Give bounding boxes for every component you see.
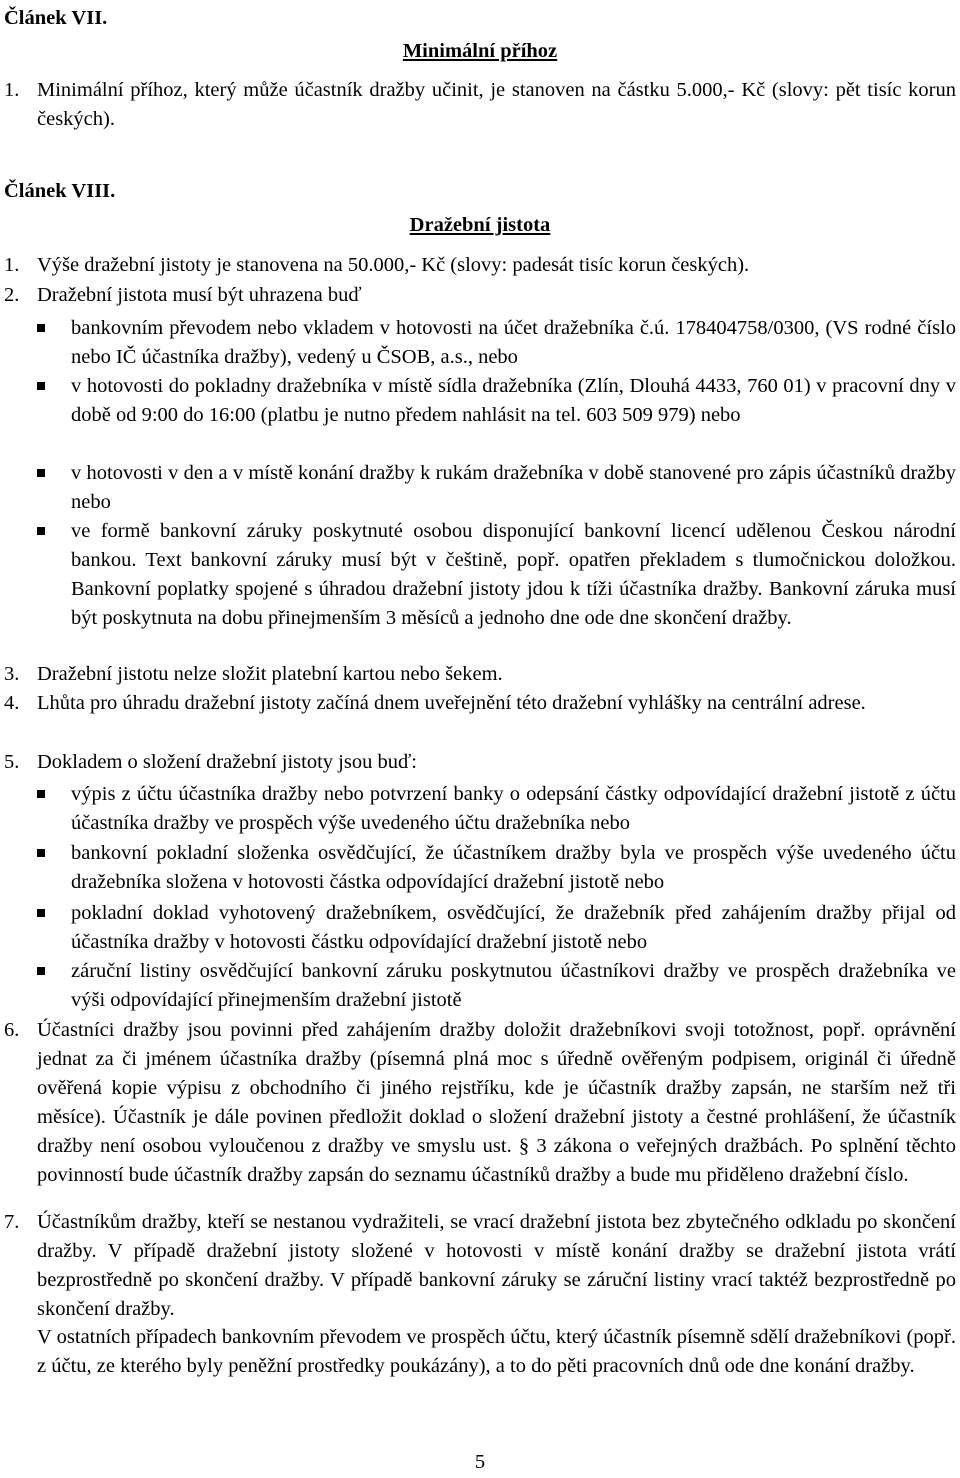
- paragraph-text: V ostatních případech bankovním převodem ve prospěch účtu, který účastník písemně sdělí dražebníkovi (popř. z účtu, ze kterého byly peněžní prostředky poukázány), a to do pěti pracovních dnů ode dne konání dražby.: [37, 1326, 956, 1377]
- article-8-heading: Článek VIII.: [4, 180, 116, 202]
- square-bullet-icon: [37, 849, 45, 857]
- paragraph-number: 5.: [4, 751, 20, 773]
- article-7-heading: Článek VII.: [4, 7, 108, 29]
- square-bullet-icon: [37, 469, 45, 477]
- bullet-text: v hotovosti v den a v místě konání dražby k rukám dražebníka v době stanovené pro zápis účastníků dražby nebo: [71, 462, 956, 513]
- paragraph-text: Dražební jistotu nelze složit platební kartou nebo šekem.: [37, 663, 503, 685]
- bullet-text: výpis z účtu účastníka dražby nebo potvrzení banky o odepsání částky odpovídající dražební jistotě z účtu účastníka dražby ve prospěch výše uvedeného účtu dražebníka nebo: [71, 783, 956, 834]
- paragraph-number: 1.: [4, 254, 20, 276]
- paragraph-number: 2.: [4, 284, 20, 306]
- paragraph-text: Účastníkům dražby, kteří se nestanou vydražiteli, se vrací dražební jistota bez zbytečného odkladu po skončení dražby. V případě dražební jistoty složené v hotovosti v místě konání dražby se dražební jistota vrátí bezprostředně po skončení dražby. V případě bankovní záruky se záruční listiny vrací taktéž bezprostředně po skončení dražby.: [37, 1211, 956, 1320]
- article-7-title: Minimální příhoz: [402, 40, 558, 62]
- paragraph-number: 6.: [4, 1019, 20, 1041]
- square-bullet-icon: [37, 527, 45, 535]
- paragraph-text: Výše dražební jistoty je stanovena na 50.000,- Kč (slovy: padesát tisíc korun českých).: [37, 254, 750, 276]
- paragraph-text: Lhůta pro úhradu dražební jistoty začíná dnem uveřejnění této dražební vyhlášky na centrální adrese.: [37, 692, 866, 714]
- bullet-text: záruční listiny osvědčující bankovní záruku poskytnutou účastníkovi dražby ve prospěch dražebníka ve výši odpovídající přinejmenším dražební jistotě: [71, 960, 956, 1011]
- bullet-text: bankovní pokladní složenka osvědčující, že účastníkem dražby byla ve prospěch výše uvedeného účtu dražebníka složena v hotovosti částka odpovídající dražební jistotě nebo: [71, 842, 956, 893]
- square-bullet-icon: [37, 790, 45, 798]
- paragraph-number: 1.: [4, 79, 20, 101]
- paragraph-text: Dražební jistota musí být uhrazena buď: [37, 284, 362, 306]
- bullet-text: ve formě bankovní záruky poskytnuté osobou disponující bankovní licencí udělenou Českou národní bankou. Text bankovní záruky musí být v češtině, popř. opatřen překladem s tlumočnickou doložkou. Bankovní poplatky spojené s úhradou dražební jistoty jdou k tíži účastníka dražby. Bankovní záruka musí být poskytnuta na dobu přinejmenším 3 měsíců a jednoho dne ode dne skončení dražby.: [71, 520, 956, 629]
- square-bullet-icon: [37, 967, 45, 975]
- bullet-text: pokladní doklad vyhotovený dražebníkem, osvědčující, že dražebník před zahájením dražby přijal od účastníka dražby v hotovosti částku odpovídající dražební jistotě nebo: [71, 902, 956, 953]
- paragraph-text: Minimální příhoz, který může účastník dražby učinit, je stanoven na částku 5.000,- Kč (slovy: pět tisíc korun českých).: [37, 79, 956, 130]
- paragraph-number: 4.: [4, 692, 20, 714]
- square-bullet-icon: [37, 324, 45, 332]
- bullet-text: bankovním převodem nebo vkladem v hotovosti na účet dražebníka č.ú. 178404758/0300, (VS rodné číslo nebo IČ účastníka dražby), vedený u ČSOB, a.s., nebo: [71, 317, 956, 368]
- paragraph-text: Dokladem o složení dražební jistoty jsou buď:: [37, 751, 417, 773]
- paragraph-text: Účastníci dražby jsou povinni před zahájením dražby doložit dražebníkovi svoji totožnost, popř. oprávnění jednat za či jménem účastníka dražby (písemná plná moc s úředně ověřeným podpisem, originál či úředně ověřená kopie výpisu z obchodního či jiného rejstříku, kde je účastník dražby zapsán, ne starším než tři měsíce). Účastník je dále povinen předložit doklad o složení dražební jistoty a čestné prohlášení, že účastník dražby není osobou vyloučenou z dražby ve smyslu ust. § 3 zákona o veřejných dražbách. Po splnění těchto povinností bude účastník dražby zapsán do seznamu účastníků dražby a bude mu přiděleno dražební číslo.: [37, 1019, 956, 1186]
- bullet-text: v hotovosti do pokladny dražebníka v místě sídla dražebníka (Zlín, Dlouhá 4433, 760 01) v pracovní dny v době od 9:00 do 16:00 (platbu je nutno předem nahlásit na tel. 603 509 979) nebo: [71, 375, 956, 426]
- page-number: 5: [474, 1451, 486, 1473]
- square-bullet-icon: [37, 382, 45, 390]
- article-8-title: Dražební jistota: [409, 214, 551, 236]
- paragraph-number: 3.: [4, 663, 20, 685]
- square-bullet-icon: [37, 909, 45, 917]
- paragraph-number: 7.: [4, 1211, 20, 1233]
